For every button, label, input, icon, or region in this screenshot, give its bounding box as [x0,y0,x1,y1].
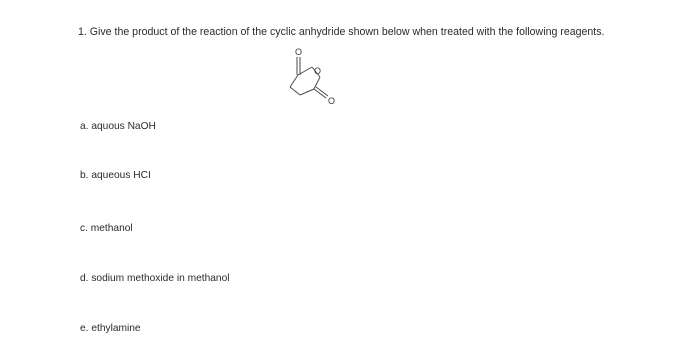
cyclic-anhydride-structure [276,44,356,114]
reagent-item-b: b. aqueous HCI [80,170,151,181]
atom-label-ring-oxygen: O [314,66,322,76]
ring-bond [300,89,314,95]
reagent-item-d: d. sodium methoxide in methanol [80,273,230,284]
reagent-item-c: c. methanol [80,223,133,234]
question-text: 1. Give the product of the reaction of the cyclic anhydride shown below when treated with the following reagents. [78,26,605,38]
atom-label-bottom-oxygen: O [328,96,336,106]
atom-label-top-oxygen: O [295,47,303,57]
reagent-item-e: e. ethylamine [80,323,141,334]
ring-bond [290,75,298,87]
reagent-item-a: a. aquous NaOH [80,121,156,132]
ring-bond [290,87,300,95]
